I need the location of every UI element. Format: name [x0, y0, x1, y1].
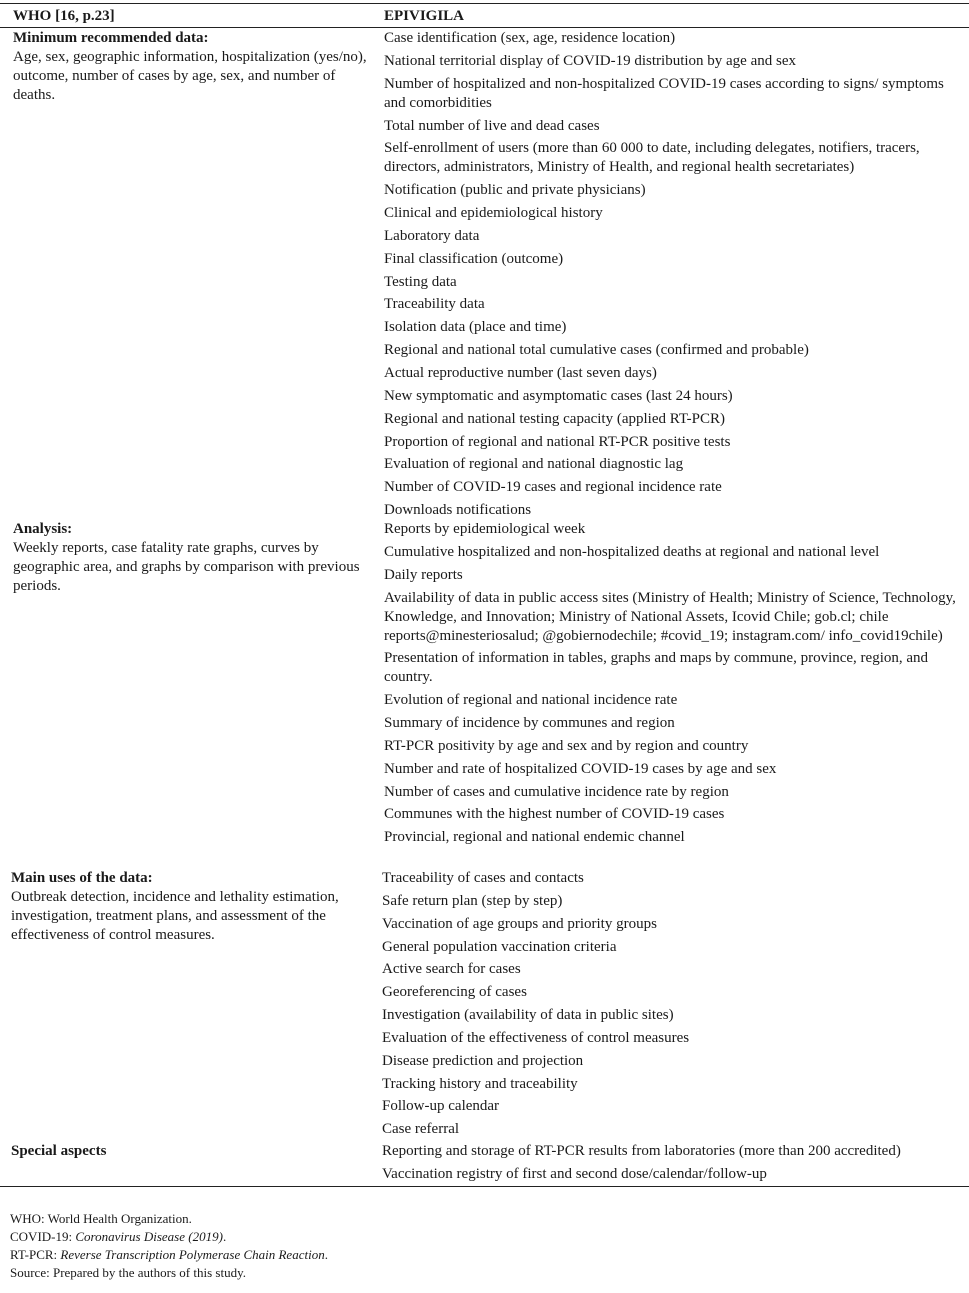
list-item: Evaluation of regional and national diagnostic lag [384, 456, 684, 473]
list-item: Downloads notifications [384, 502, 532, 519]
list-item: National territorial display of COVID-19 distribution by age and sex [384, 52, 796, 69]
footnote-source: Source: Prepared by the authors of this study. [10, 1265, 246, 1280]
list-item: Regional and national testing capacity (applied RT-PCR) [384, 410, 725, 427]
header-rule [0, 27, 969, 28]
list-minimum-data [384, 29, 966, 524]
list-item: Total number of live and dead cases [384, 117, 600, 134]
section-description: Weekly reports, case fatality rate graphs, curves by geographic area, and graphs by comparison with previous periods. [13, 540, 360, 594]
list-item: Reports by epidemiological week [384, 521, 586, 537]
list-item: Final classification (outcome) [384, 250, 564, 267]
list-item: Traceability of cases and contacts [382, 870, 584, 886]
footnote-rtpcr-abbr: RT-PCR: [10, 1247, 61, 1262]
list-item: Regional and national total cumulative cases (confirmed and probable) [384, 342, 809, 359]
list-item: Tracking history and traceability [382, 1075, 578, 1092]
list-item: Presentation of information in tables, graphs and maps by commune, province, region, and country. [384, 650, 929, 686]
list-item: Actual reproductive number (last seven days) [384, 364, 657, 381]
section-analysis [13, 520, 373, 596]
footnote-covid-end: . [222, 1229, 227, 1244]
list-item: Summary of incidence by communes and region [384, 715, 675, 732]
footnote-rtpcr-end: . [324, 1247, 328, 1262]
list-analysis [384, 520, 966, 851]
footnote-covid-full: Coronavirus Disease (2019) [75, 1229, 223, 1244]
list-main-uses [382, 869, 964, 1143]
list-item: Number and rate of hospitalized COVID-19 cases by age and sex [384, 760, 777, 777]
section-title: Minimum recommended data: [13, 30, 209, 46]
list-item: Evolution of regional and national incidence rate [384, 692, 678, 709]
list-item: Notification (public and private physicians) [384, 182, 646, 199]
section-description: Outbreak detection, incidence and lethality estimation, investigation, treatment plans, and assessment of the effectiveness of control measures. [11, 889, 339, 943]
footnote-who: WHO: World Health Organization. [10, 1211, 192, 1226]
bottom-rule [0, 1186, 969, 1187]
top-rule [0, 3, 969, 4]
header-who: WHO [16, p.23] [13, 8, 115, 24]
footnote-rtpcr-full: Reverse Transcription Polymerase Chain Reaction [60, 1247, 325, 1262]
list-item: Isolation data (place and time) [384, 319, 567, 336]
list-item: Disease prediction and projection [382, 1052, 584, 1069]
footnotes [10, 1210, 328, 1282]
section-special-aspects [11, 1142, 371, 1161]
list-item: Georeferencing of cases [382, 984, 527, 1001]
list-item: Self-enrollment of users (more than 60 000 to date, including delegates, notifiers, tracers, directors, administrators, Ministry of Health, and regional health secretariates) [384, 140, 920, 176]
list-item: Laboratory data [384, 227, 480, 244]
section-title: Main uses of the data: [11, 870, 153, 886]
section-title: Special aspects [11, 1143, 107, 1159]
list-item: Cumulative hospitalized and non-hospitalized deaths at regional and national level [384, 543, 880, 560]
list-item: Investigation (availability of data in public sites) [382, 1007, 674, 1024]
list-item: Number of COVID-19 cases and regional incidence rate [384, 479, 722, 496]
footnote-covid [10, 1228, 328, 1246]
list-item: Case referral [382, 1121, 460, 1138]
list-item: Follow-up calendar [382, 1098, 500, 1115]
list-item: Vaccination of age groups and priority groups [382, 915, 657, 932]
list-item: Daily reports [384, 566, 463, 583]
list-item: Availability of data in public access sites (Ministry of Health; Ministry of Science, Technology, Knowledge, and Innovation; Ministry of National Assets, Icovid Chile; gob.cl; chile reports@minesteriosalud; @gobiernodechile; #covid_19; instagram.com/ info_covid19chile) [384, 589, 956, 644]
list-item: Vaccination registry of first and second dose/calendar/follow-up [382, 1165, 767, 1182]
list-item: RT-PCR positivity by age and sex and by region and country [384, 737, 749, 754]
footnote-covid-abbr: COVID-19: [10, 1229, 76, 1244]
section-description: Age, sex, geographic information, hospitalization (yes/no), outcome, number of cases by age, sex, and number of deaths. [13, 49, 367, 103]
section-main-uses [11, 869, 371, 945]
list-item: Testing data [384, 273, 457, 290]
list-item: General population vaccination criteria [382, 938, 617, 955]
list-item: Number of hospitalized and non-hospitalized COVID-19 cases according to signs/ symptoms and comorbidities [384, 75, 944, 111]
section-title: Analysis: [13, 521, 73, 537]
list-item: Active search for cases [382, 961, 521, 978]
list-item: Traceability data [384, 296, 485, 313]
list-item: Case identification (sex, age, residence location) [384, 30, 676, 46]
list-item: Communes with the highest number of COVID-19 cases [384, 806, 725, 823]
section-minimum-data [13, 29, 373, 105]
list-item: Evaluation of the effectiveness of control measures [382, 1029, 690, 1046]
header-epivigila: EPIVIGILA [384, 8, 465, 24]
list-item: Provincial, regional and national endemic channel [384, 829, 685, 846]
list-item: Clinical and epidemiological history [384, 205, 603, 222]
list-special-aspects [382, 1142, 964, 1188]
footnote-rtpcr [10, 1246, 328, 1264]
list-item: Reporting and storage of RT-PCR results from laboratories (more than 200 accredited) [382, 1143, 901, 1159]
list-item: New symptomatic and asymptomatic cases (last 24 hours) [384, 387, 733, 404]
list-item: Safe return plan (step by step) [382, 892, 563, 909]
list-item: Number of cases and cumulative incidence rate by region [384, 783, 729, 800]
list-item: Proportion of regional and national RT-PCR positive tests [384, 433, 731, 450]
